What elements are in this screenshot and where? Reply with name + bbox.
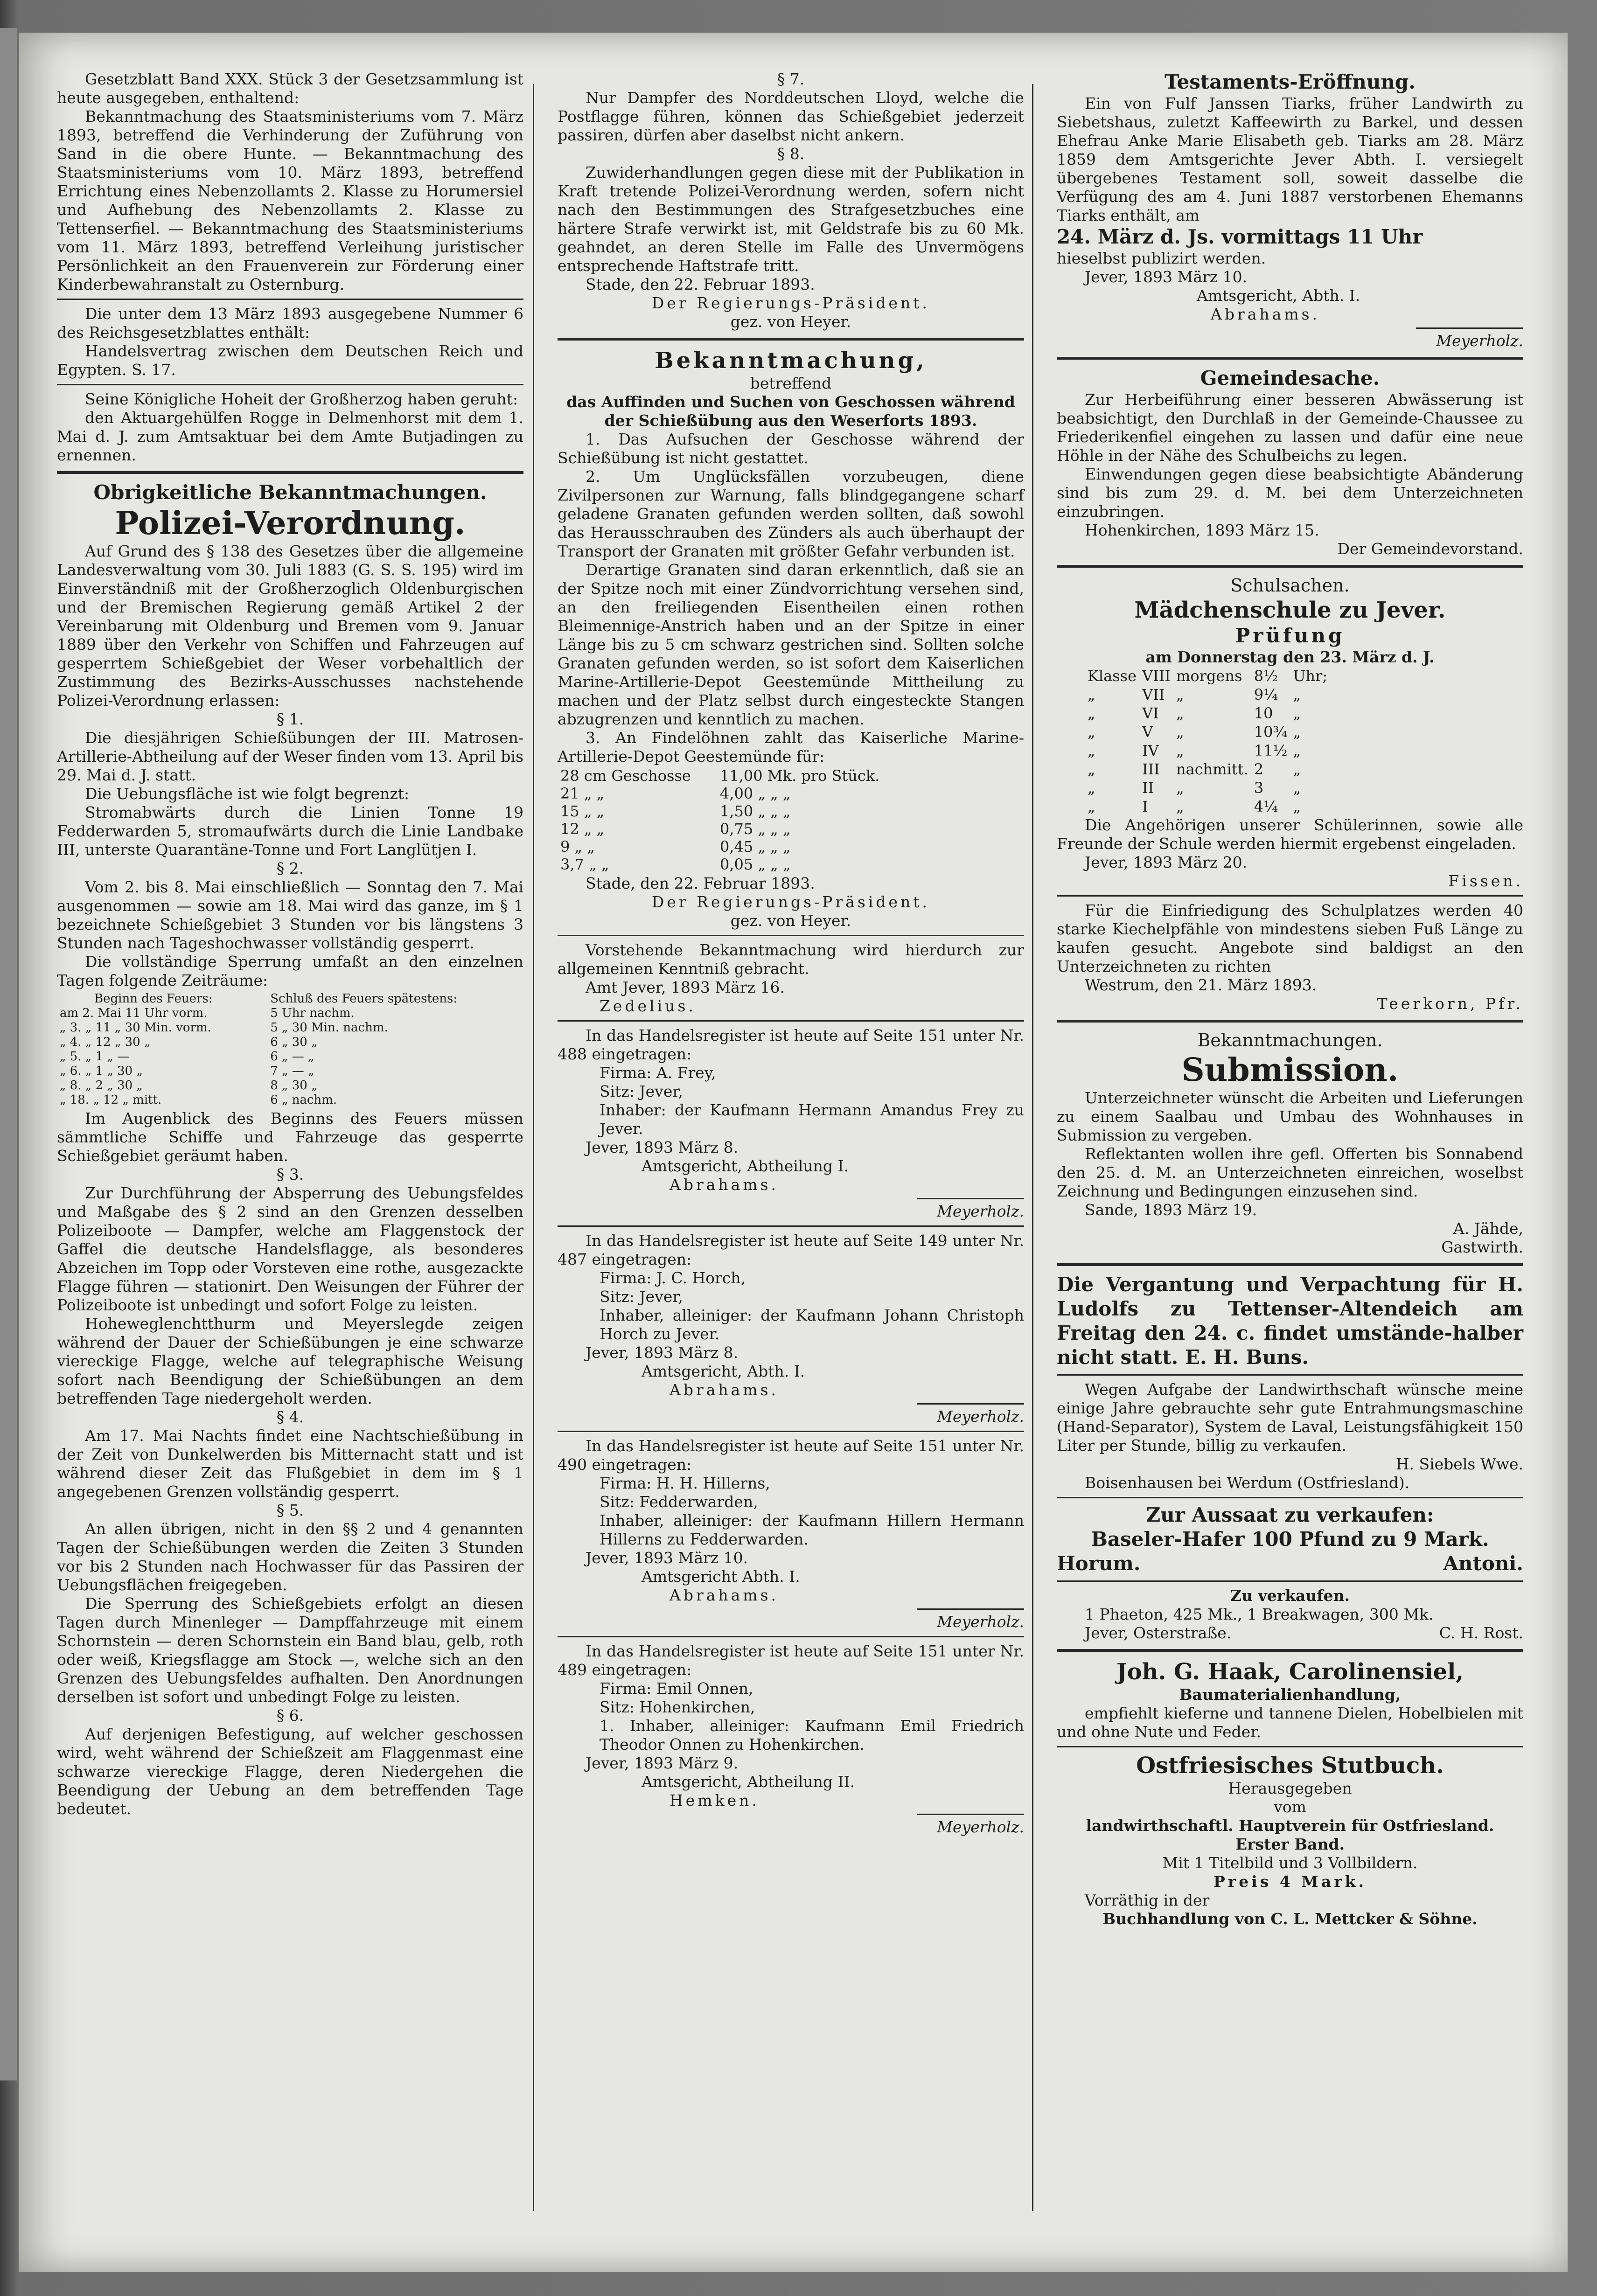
court-line: Amtsgericht Abth. I. [642,1567,800,1586]
divider [558,1431,1024,1432]
signature-name: H. Siebels Wwe. [1395,1455,1523,1473]
register-line: Inhaber, alleiniger: der Kaufmann Johann Christoph Horch zu Jever. [600,1306,1024,1343]
paragraph-text: An allen übrigen, nicht in den §§ 2 und 4 genannten Tagen der Schießübungen werden die Zeiten 3 Stunden vor bis 2 Stunden nach Hochwasser für das Passiren der Uebungsflächen freigegeben. [57,1520,523,1594]
court-line: Amtsgericht, Abtheilung II. [642,1773,855,1791]
signature-name: Abrahams. [1211,305,1320,323]
paragraph-text: Im Augenblick des Beginns des Feuers müssen sämmtliche Schiffe und Fahrzeuge das gesperrte Schießgebiet geräumt haben. [57,1109,523,1165]
paragraph-text: 3. An Findelöhnen zahlt das Kaiserliche Marine-Artillerie-Depot Geestemünde für: [558,729,1024,765]
paragraph-text: Vorstehende Bekanntmachung wird hierdurch zur allgemeinen Kenntniß gebracht. [558,941,1024,978]
paragraph-text: Derartige Granaten sind daran erkenntlich, daß sie an der Spitze noch mit einer Zündvorrichtung versehen sind, an den freiliegenden Eisentheilen einen rothen Bleimennige-Anstrich haben und an der Spitze in einer Länge bis zu 5 cm schwarz gestrichen sind. Sollten solche Granaten gefunden werden, so ist sofort dem Kaiserlichen Marine-Artillerie-Depot Geestemünde Mittheilung zu machen und der Platz selbst durch eingesteckte Stangen abzugrenzen und kenntlich zu machen. [558,561,1024,728]
register-line: Sitz: Jever, [600,1082,683,1100]
date-line: Westrum, den 21. März 1893. [1085,976,1317,994]
section-title: Obrigkeitliche Bekanntmachungen. [93,481,487,504]
paragraph-text: hieselbst publizirt werden. [1057,249,1266,267]
stutbuch-bookshop: Buchhandlung von C. L. Mettcker & Söhne. [1102,1910,1478,1928]
table-cell: 0,05 „ „ „ [720,856,791,873]
stutbuch-line: Herausgegeben [1228,1779,1352,1797]
bekanntmachung-subject: das Auffinden und Suchen von Geschossen während der Schießübung aus den Weserforts 1893. [566,393,1015,430]
court-line: Amtsgericht, Abtheilung I. [642,1157,849,1175]
paragraph-number: § 5. [276,1501,304,1519]
date-line: Jever, 1893 März 9. [586,1754,739,1772]
table-row [57,1050,523,1064]
clerk-signature: Meyerholz. [937,1407,1024,1426]
gemeinde-title: Gemeindesache. [1200,367,1380,390]
divider [1057,1580,1523,1582]
register-line: Firma: A. Frey, [600,1064,716,1082]
stutbuch-publisher: landwirthschaftl. Hauptverein für Ostfriesland. [1086,1816,1494,1835]
table-cell: „ [1293,760,1301,778]
paragraph-number: § 4. [276,1408,304,1426]
divider [1057,357,1523,360]
paragraph-number: § 2. [276,859,304,877]
table-cell: „ [1176,686,1184,703]
divider [57,471,523,474]
column-rule [533,84,534,2211]
paragraph-text: 1 Phaeton, 425 Mk., 1 Breakwagen, 300 Mk. [1085,1605,1434,1623]
court-line: Amtsgericht, Abth. I. [1197,286,1360,305]
date-line: Amt Jever, 1893 März 16. [586,978,785,996]
signature-name: Hemken. [669,1791,760,1809]
signature-name: Abrahams. [669,1176,779,1194]
paragraph-text: Für die Einfriedigung des Schulplatzes werden 40 starke Kiechelpfähle von mindestens sieben Fuß Länge zu kaufen gesucht. Angebote sind baldigst an den Unterzeichneten zu richten [1057,901,1523,975]
register-entry: In das Handelsregister ist heute auf Seite 151 unter Nr. 488 eingetragen: [558,1026,1024,1063]
table-cell: „ [1176,742,1184,759]
paragraph-text: empfiehlt kieferne und tannene Dielen, Hobelbielen mit und ohne Nute und Feder. [1057,1704,1523,1741]
signature-rule [917,1608,1024,1610]
paragraph-text: Ein von Fulf Janssen Tiarks, früher Landwirth zu Siebetshaus, zuletzt Kaffeewirth zu Barkel, und dessen Ehefrau Anke Marie Elisabeth geb. Tiarks am 28. März 1859 dem Amtsgerichte Jever Abth. I. versiegelt übergebenes Testament soll, soweit dasselbe die Verfügung des am 4. Juni 1887 verstorbenen Ehemanns Tiarks enthält, am [1057,94,1523,224]
table-row [558,820,882,838]
column-2 [558,70,1024,1837]
table-cell: „ 8. „ 2 „ 30 „ [60,1078,143,1092]
table-cell: am 2. Mai 11 Uhr vorm. [60,1006,208,1020]
table-cell: 8½ [1254,667,1278,685]
paragraph-text: Unterzeichneter wünscht die Arbeiten und Lieferungen zu einem Saalbau und Umbau des Wohnhauses in Submission zu vergeben. [1057,1089,1523,1144]
table-cell: 5 „ 30 Min. nachm. [270,1021,388,1035]
signature-title: Der Regierungs-Präsident. [651,893,930,911]
paragraph-text: 2. Um Unglücksfällen vorzubeugen, diene Zivilpersonen zur Warnung, falls blindgegangene scharf geladene Granaten gefunden werden sollten, daß sowohl das Herausschrauben des Zünders als auch überhaupt der Transport der Granaten mit größter Gefahr verbunden ist. [558,467,1024,560]
table-cell: 0,75 „ „ „ [720,820,791,838]
register-entry: In das Handelsregister ist heute auf Seite 149 unter Nr. 487 eingetragen: [558,1231,1024,1268]
paragraph-text: Auf derjenigen Befestigung, auf welcher geschossen wird, weht während der Schießzeit am Flaggenmast eine schwarze viereckige Flagge, deren Niedergehen die Beendigung der Uebung an dem betreffenden Tage bedeutet. [57,1725,523,1818]
stutbuch-line: Mit 1 Titelbild und 3 Vollbildern. [1162,1854,1418,1872]
signature-name: A. Jähde, [1453,1219,1523,1238]
phaeton-footer [1057,1624,1523,1642]
clerk-signature: Meyerholz. [937,1818,1024,1836]
signature-rule [917,1403,1024,1405]
paragraph-text: Stromabwärts durch die Linien Tonne 19 Fedderwarden 5, stromaufwärts durch die Linie Landbake III, unterste Quarantäne-Tonne und Fort Langlütjen I. [57,803,523,859]
table-cell: 11,00 Mk. pro Stück. [720,767,880,785]
divider [57,384,523,385]
table-row [1085,779,1330,797]
table-cell: 4¼ [1254,798,1278,815]
signature-name: gez. von Heyer. [730,313,851,331]
table-cell: VII [1142,686,1165,703]
schedule-header: Schluß des Feuers spätestens: [270,992,458,1006]
table-row [558,856,882,873]
table-cell: „ 3. „ 11 „ 30 Min. vorm. [60,1021,211,1035]
paragraph-text: Die Sperrung des Schießgebiets erfolgt an diesen Tagen durch Minenleger — Dampffahrzeuge mit einem Schornstein — deren Schornstein ein Band blau, gelb, roth oder weiß, Kriegsflagge am Stock —, welche sich an den Grenzen des Uebungsfeldes aufhalten. Den Anordnungen derselben ist sofort und unbedingt Folge zu leisten. [57,1594,523,1706]
table-cell: „ [1088,704,1095,722]
bekanntmachung-title: Bekanntmachung, [655,348,927,374]
table-cell: „ [1293,742,1301,759]
signature-name: Der Gemeindevorstand. [1337,540,1523,558]
divider [558,338,1024,341]
paragraph-number: § 8. [777,145,805,163]
table-cell: 6 „ nachm. [270,1093,337,1107]
table-cell: 28 cm Geschosse [560,767,691,785]
clerk-signature: Meyerholz. [937,1202,1024,1220]
register-entry: In das Handelsregister ist heute auf Seite 151 unter Nr. 490 eingetragen: [558,1437,1024,1474]
stutbuch-line: Vorräthig in der [1085,1891,1210,1909]
table-cell: „ 4. „ 12 „ 30 „ [60,1035,151,1049]
table-cell: 4,00 „ „ „ [720,785,791,802]
table-cell: 2 [1254,760,1264,778]
table-row [57,1078,523,1093]
divider [1057,1497,1523,1498]
paragraph-text: Nur Dampfer des Norddeutschen Lloyd, welche die Postflagge führen, können das Schießgebiet jederzeit passiren, dürfen aber daselbst nicht ankern. [558,89,1024,144]
paragraph-text: Die Uebungsfläche ist wie folgt begrenzt: [85,785,410,803]
table-cell: 9¼ [1254,686,1278,703]
date-line: Jever, 1893 März 8. [586,1138,739,1156]
divider [1057,565,1523,568]
signature-title: Gastwirth. [1441,1238,1523,1256]
table-row [1085,741,1330,760]
table-cell: „ [1176,798,1184,815]
table-cell: „ [1176,779,1184,797]
table-cell: Uhr; [1293,667,1328,685]
table-cell: V [1142,723,1153,741]
paragraph-text: Zur Durchführung der Absperrung des Uebungsfeldes und Maßgabe des § 2 sind an den Grenzen desselben Polizeiboote — Dampfer, welche am Flaggenstock der Gaffel die deutsche Handelsflagge, als besonderes Abzeichen im Topp oder Vorsteven eine rothe, ausgezackte Flagge führen — stationirt. Den Weisungen der Führer der Polizeiboote ist unbedingt und sofort Folge zu leisten. [57,1184,523,1314]
signature-name: Abrahams. [669,1586,779,1604]
table-cell: „ [1293,779,1301,797]
table-cell: „ [1176,704,1184,722]
stutbuch-title: Ostfriesisches Stutbuch. [1136,1753,1444,1779]
signature-name: Antoni. [1443,1552,1523,1575]
register-line: Inhaber: der Kaufmann Hermann Amandus Frey zu Jever. [600,1101,1024,1138]
signature-name: gez. von Heyer. [730,911,851,930]
haak-subtitle: Baumaterialienhandlung, [1179,1685,1401,1704]
divider [558,1636,1024,1637]
date-line: Jever, 1893 März 10. [586,1549,748,1567]
table-cell: „ [1088,723,1095,741]
polizei-intro: Auf Grund des § 138 des Gesetzes über die allgemeine Landesverwaltung vom 30. Juli 1883 (G. S. S. 195) wird im Einverständniß mit der Großherzoglich Oldenburgischen und der Bremischen Regierung gemäß Artikel 2 der Vereinbarung mit Oldenburg und Bremen vom 9. Januar 1889 über den Verkehr von Schiffen und Fahrzeugen auf gesperrtem Schießgebiet der Weser vorbehaltlich der Zustimmung des Bezirks-Ausschusses nachstehende Polizei-Verordnung erlassen: [57,542,523,710]
signature-title: Der Regierungs-Präsident. [651,294,930,312]
register-line: 1. Inhaber, alleiniger: Kaufmann Emil Friedrich Theodor Onnen zu Hohenkirchen. [600,1717,1024,1753]
table-cell: 3,7 „ „ [560,856,609,873]
table-row [57,1093,523,1107]
register-line: Firma: J. C. Horch, [600,1269,746,1287]
table-cell: „ [1088,779,1095,797]
table-cell: „ [1088,760,1095,778]
school-name: Mädchenschule zu Jever. [1134,597,1446,623]
testament-date-highlight: 24. März d. Js. vormittags 11 Uhr [1057,225,1423,248]
paragraph-text: Die Angehörigen unserer Schülerinnen, sowie alle Freunde der Schule werden hiermit ergebenst eingeladen. [1057,816,1523,853]
newspaper-page [19,33,1568,2272]
date-line: Stade, den 22. Februar 1893. [586,275,815,293]
signature-rule [917,1814,1024,1815]
table-cell: 21 „ „ [560,785,605,802]
paragraph-number: § 6. [276,1706,304,1725]
register-line: Firma: Emil Onnen, [600,1679,753,1698]
table-cell: 1,50 „ „ „ [720,802,791,820]
table-cell: I [1142,798,1148,815]
register-line: Sitz: Jever, [600,1287,683,1306]
divider [1057,895,1523,897]
paragraph-text: Zuwiderhandlungen gegen diese mit der Publikation in Kraft tretende Polizei-Verordnung werden, sofern nicht nach den Bestimmungen des Strafgesetzbuches eine härtere Strafe verwirkt ist, mit Geldstrafe bis zu 60 Mk. geahndet, an deren Stelle im Falle des Unvermögens entsprechende Haftstrafe tritt. [558,163,1024,275]
place-line: Horum. [1057,1552,1141,1575]
gesetzblatt-contents: Bekanntmachung des Staatsministeriums vom 7. März 1893, betreffend die Verhinderung der Zuführung von Sand in die obere Hunte. — Bekanntmachung des Staatsministeriums vom 10. März 1893, betreffend Errichtung eines Nebenzollamts 2. Klasse zu Horumersiel und Aufhebung des Nebenzollamts 2. Klasse zu Tettenserfiel. — Bekanntmachung des Staatsministeriums vom 11. März 1893, betreffend Verleihung juristischer Persönlichkeit an den Frauenverein zur Förderung einer Kinderbewahranstalt zu Osternburg. [57,107,523,293]
signature-name: Abrahams. [669,1381,779,1399]
exam-date: am Donnerstag den 23. März d. J. [1145,648,1435,666]
divider [1057,1020,1523,1023]
date-line: Sande, 1893 März 19. [1085,1201,1257,1219]
table-cell: VIII [1142,667,1171,685]
table-cell: „ [1088,798,1095,815]
place-line: Boisenhausen bei Werdum (Ostfriesland). [1085,1474,1410,1492]
table-cell: 10¾ [1254,723,1288,741]
divider [1057,1374,1523,1376]
register-line: Sitz: Fedderwarden, [600,1493,758,1511]
table-cell: II [1142,779,1154,797]
adjacent-page-edge [0,28,17,2080]
table-row [558,838,882,856]
table-row [558,802,882,820]
table-row [57,1021,523,1035]
verkaufen-title: Zu verkaufen. [1230,1586,1350,1605]
table-row [57,1064,523,1078]
signature-name: Fissen. [1448,872,1523,890]
stutbuch-line: vom [1274,1798,1306,1816]
divider [1057,1649,1523,1652]
paragraph-number: § 7. [777,70,805,88]
table-cell: morgens [1176,667,1242,685]
reichsgesetz-contents: Handelsvertrag zwischen dem Deutschen Reich und Egypten. S. 17. [57,342,523,379]
table-cell: 9 „ „ [560,838,595,856]
register-line: Firma: H. H. Hillerns, [600,1474,770,1492]
firing-schedule-table [57,992,523,1107]
table-cell: „ [1176,723,1184,741]
paragraph-text: Die diesjährigen Schießübungen der III. Matrosen-Artillerie-Abtheilung auf der Weser finden vom 13. April bis 29. Mai d. J. statt. [57,729,523,784]
table-row [1085,723,1330,741]
date-line: Jever, 1893 März 20. [1085,853,1248,871]
testament-title: Testaments-Eröffnung. [1165,70,1416,93]
hoheit-notice: Seine Königliche Hoheit der Großherzog haben geruht: [85,390,518,408]
exam-title: Prüfung [1235,624,1345,647]
table-row [1085,760,1330,779]
reward-table [558,767,882,873]
table-cell: „ [1293,723,1301,741]
table-cell: 7 „ — „ [270,1064,314,1078]
paragraph-text: Die vollständige Sperrung umfaßt an den einzelnen Tagen folgende Zeiträume: [57,953,523,989]
table-row [57,1006,523,1021]
submission-title: Submission. [1181,1051,1399,1089]
column-3 [1057,70,1523,1928]
table-row [1085,667,1330,685]
register-line: Sitz: Hohenkirchen, [600,1698,755,1716]
table-cell: 15 „ „ [560,802,605,820]
table-cell: VI [1142,704,1159,722]
column-1 [57,70,523,1818]
paragraph-text: 1. Das Aufsuchen der Geschosse während der Schießübung ist nicht gestattet. [558,430,1024,467]
paragraph-text: Hoheweglenchtthurm und Meyerslegde zeigen während der Dauer der Schießübungen je eine schwarze viereckige Flagge, welche auf telegraphische Weisung sofort nach Beendigung der Schießübungen an dem betreffenden Tage niedergeholt werden. [57,1315,523,1407]
signature-name: C. H. Rost. [1439,1624,1523,1642]
haak-title: Joh. G. Haak, Carolinensiel, [1116,1659,1464,1685]
table-cell: 6 „ 30 „ [270,1035,318,1049]
signature-name: Teerkorn, Pfr. [1377,995,1523,1013]
hoheit-appointment: den Aktuargehülfen Rogge in Delmenhorst mit dem 1. Mai d. J. zum Amtsaktuar bei dem Amte Butjadingen zu ernennen. [57,409,523,464]
divider [57,299,523,300]
table-cell: 10 [1254,704,1273,722]
date-line: Stade, den 22. Februar 1893. [586,874,815,892]
paragraph-text: Einwendungen gegen diese beabsichtigte Abänderung sind bis zum 29. d. M. bei dem Unterzeichneten einzubringen. [1057,465,1523,521]
table-cell: 5 Uhr nachm. [270,1006,355,1020]
table-cell: 3 [1254,779,1264,797]
table-cell: 12 „ „ [560,820,605,838]
table-cell: „ 5. „ 1 „ — [60,1050,130,1064]
table-cell: „ [1293,686,1301,703]
column-rule [1032,84,1033,2211]
schedule-header: Beginn des Feuers: [94,992,213,1006]
date-line: Jever, 1893 März 10. [1085,268,1248,286]
hafer-title: Zur Aussaat zu verkaufen: [1146,1503,1434,1526]
paragraph-text: Vom 2. bis 8. Mai einschließlich — Sonntag den 7. Mai ausgenommen — sowie am 18. Mai wird das ganze, im § 1 bezeichnete Schießgebiet 3 Stunden vor bis längstens 3 Stunden nach Tageshochwasser vollständig gesperrt. [57,878,523,952]
stutbuch-line: Erster Band. [1235,1835,1345,1853]
bekanntmachungen-title: Bekanntmachungen. [1197,1030,1383,1051]
paragraph-number: § 3. [276,1165,304,1183]
date-line: Hohenkirchen, 1893 März 15. [1085,521,1319,539]
table-cell: „ [1088,686,1095,703]
paragraph-text: Wegen Aufgabe der Landwirthschaft wünsche meine einige Jahre gebrauchte sehr gute Entrahmungsmaschine (Hand-Separator), System de Laval, Leistungsfähigkeit 150 Liter per Stunde, billig zu verkaufen. [1057,1380,1523,1454]
table-cell: nachmitt. [1176,760,1248,778]
hafer-offer: Baseler-Hafer 100 Pfund zu 9 Mark. [1091,1528,1489,1551]
place-line: Jever, Osterstraße. [1085,1624,1232,1642]
signature-rule [917,1198,1024,1199]
table-cell: 11½ [1254,742,1288,759]
table-cell: 8 „ 30 „ [270,1078,318,1092]
polizei-title: Polizei-Verordnung. [115,505,466,542]
table-row [1085,685,1330,704]
table-cell: „ [1293,798,1301,815]
vergantung-notice: Die Vergantung und Verpachtung für H. Ludolfs zu Tettenser-Altendeich am Freitag den 24. c. findet umstände-halber nicht statt. E. H. Buns. [1057,1273,1523,1369]
divider [558,935,1024,936]
court-line: Amtsgericht, Abth. I. [642,1362,805,1380]
table-row [1085,797,1330,816]
stutbuch-price: Preis 4 Mark. [1213,1872,1367,1891]
divider [558,1020,1024,1022]
bekanntmachung-subtitle: betreffend [750,374,832,392]
date-line: Jever, 1893 März 8. [586,1343,739,1362]
signature-rule [1416,327,1523,329]
table-cell: „ [1293,704,1301,722]
exam-schedule-table [1085,667,1330,816]
clerk-signature: Meyerholz. [937,1613,1024,1631]
gesetzblatt-notice: Gesetzblatt Band XXX. Stück 3 der Gesetzsammlung ist heute ausgegeben, enthaltend: [57,70,523,107]
table-row [1085,704,1330,723]
reichsgesetz-notice: Die unter dem 13 März 1893 ausgegebene Nummer 6 des Reichsgesetzblattes enthält: [57,305,523,341]
schul-title: Schulsachen. [1230,575,1350,596]
divider [1057,1263,1523,1266]
paragraph-text: Zur Herbeiführung einer besseren Abwässerung ist beabsichtigt, den Durchlaß in der Gemeinde-Chaussee zu Friederikenfiel eingehen zu lassen und dafür eine neue Höhle in der Nähe des Schulbeichs zu legen. [1057,390,1523,465]
table-cell: 6 „ — „ [270,1050,314,1064]
table-row [558,767,882,785]
clerk-signature: Meyerholz. [1436,332,1523,350]
table-cell: IV [1142,742,1159,759]
table-cell: III [1142,760,1160,778]
paragraph-number: § 1. [276,710,304,728]
table-row [558,785,882,802]
table-cell: „ [1088,742,1095,759]
table-cell: „ 18. „ 12 „ mitt. [60,1093,162,1107]
signature-name: Zedelius. [600,997,696,1015]
divider [558,1225,1024,1227]
hafer-footer [1057,1552,1523,1576]
table-row [57,1035,523,1050]
register-line: Inhaber, alleiniger: der Kaufmann Hillern Hermann Hillerns zu Fedderwarden. [600,1511,1024,1548]
paragraph-text: Reflektanten wollen ihre gefl. Offerten bis Sonnabend den 25. d. M. an Unterzeichneten einreichen, woselbst Zeichnung und Bedingungen einzusehen sind. [1057,1145,1523,1200]
table-cell: 0,45 „ „ „ [720,838,791,856]
divider [1057,1746,1523,1747]
register-entry: In das Handelsregister ist heute auf Seite 151 unter Nr. 489 eingetragen: [558,1642,1024,1679]
table-cell: „ 6. „ 1 „ 30 „ [60,1064,143,1078]
table-cell: Klasse [1088,667,1137,685]
paragraph-text: Am 17. Mai Nachts findet eine Nachtschießübung in der Zeit von Dunkelwerden bis Mitternacht statt und ist während dieser Zeit das Flußgebiet in dem im § 1 angegebenen Grenzen vollständig gesperrt. [57,1426,523,1501]
